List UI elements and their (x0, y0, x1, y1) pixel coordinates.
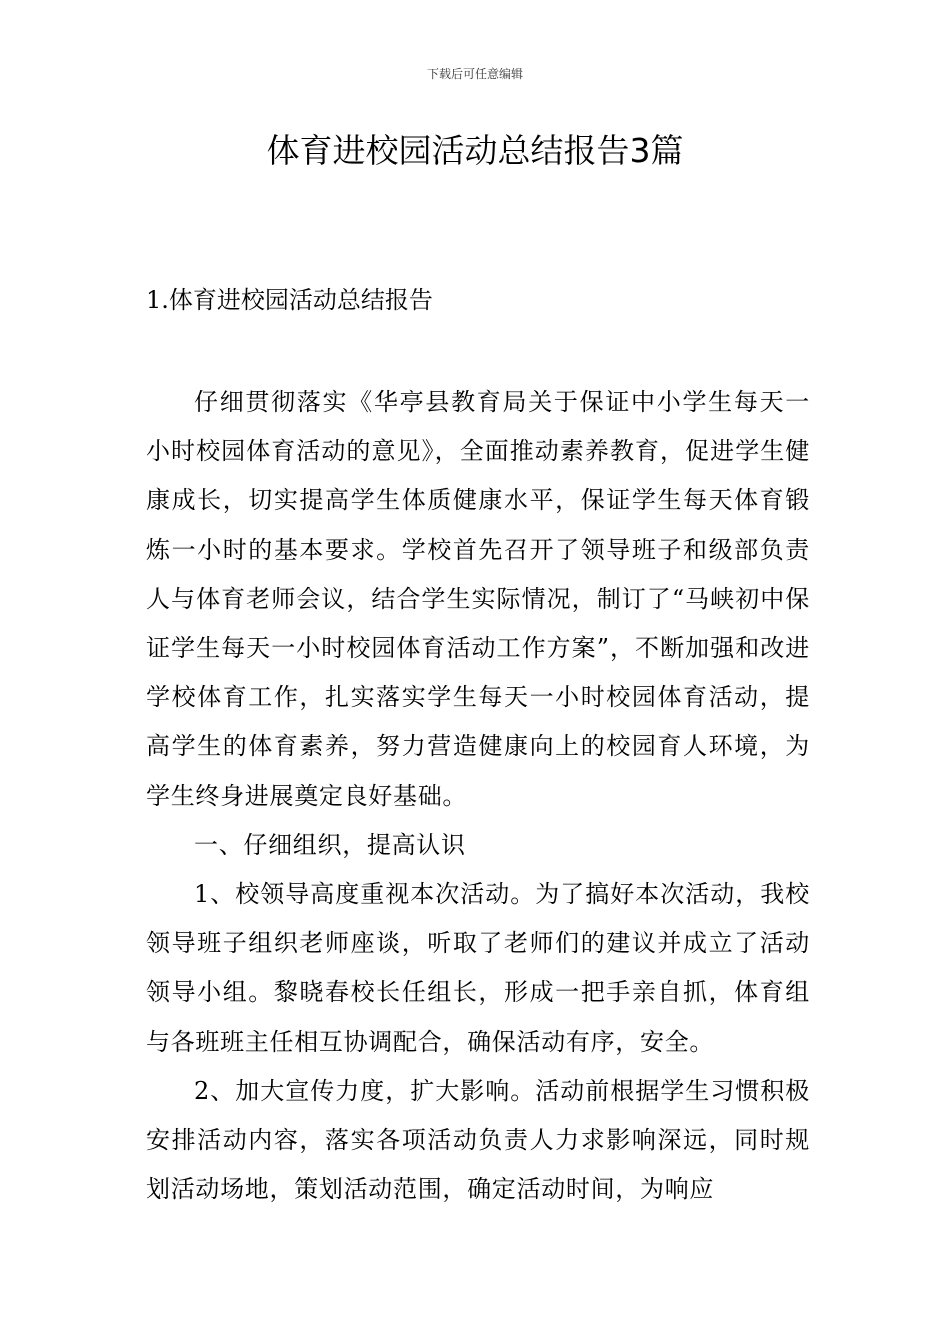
paragraph-intro: 仔细贯彻落实《华亭县教育局关于保证中小学生每天一小时校园体育活动的意见》，全面推动素养教育，促进学生健康成长，切实提高学生体质健康水平，保证学生每天体育锻炼一小时的基本要求。学校首先召开了领导班子和级部负责人与体育老师会议，结合学生实际情况，制订了“马峡初中保证学生每天一小时校园体育活动工作方案”，不断加强和改进学校体育工作，扎实落实学生每天一小时校园体育活动，提高学生的体育素养，努力营造健康向上的校园育人环境，为学生终身进展奠定良好基础。 (146, 388, 810, 810)
download-watermark: 下载后可任意编辑 (426, 67, 523, 81)
section-heading: 1.体育进校园活动总结报告 (146, 286, 433, 314)
paragraph-point-2: 2、加大宣传力度，扩大影响。活动前根据学生习惯积极安排活动内容，落实各项活动负责人力求影响深远，同时规划活动场地，策划活动范围，确定活动时间，为响应 (146, 1076, 810, 1204)
subheading-organize: 一、仔细组织，提高认识 (194, 830, 466, 859)
document-body (146, 378, 810, 1214)
paragraph-point-1: 1、校领导高度重视本次活动。为了搞好本次活动，我校领导班子组织老师座谈，听取了老师们的建议并成立了活动领导小组。黎晓春校长任组长，形成一把手亲自抓，体育组与各班班主任相互协调配合，确保活动有序，安全。 (146, 880, 810, 1056)
document-title: 体育进校园活动总结报告3篇 (266, 131, 684, 170)
